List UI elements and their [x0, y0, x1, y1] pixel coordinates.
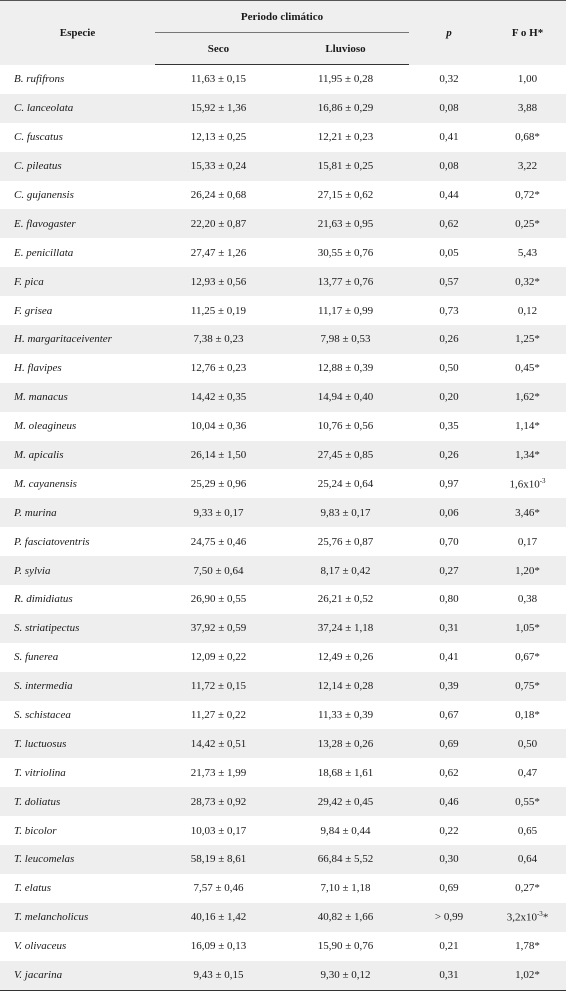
table-row — [0, 441, 566, 470]
stat-cell — [489, 469, 566, 498]
dry-cell: 10,03 ± 0,17 — [190, 824, 247, 837]
table-row — [0, 65, 566, 94]
species-cell: C. pileatus — [14, 160, 62, 173]
dry-cell: 12,76 ± 0,23 — [190, 362, 247, 375]
stat-cell: 0,67* — [515, 651, 540, 664]
table-row — [0, 209, 566, 238]
rainy-cell: 37,24 ± 1,18 — [317, 622, 374, 635]
p-value-cell: 0,20 — [439, 391, 459, 404]
rainy-cell: 26,21 ± 0,52 — [317, 593, 374, 606]
species-cell: S. intermedia — [14, 680, 73, 693]
species-cell: S. funerea — [14, 651, 59, 664]
rainy-cell: 40,82 ± 1,66 — [317, 911, 374, 924]
table-row — [0, 845, 566, 874]
species-cell: F. pica — [14, 275, 44, 288]
rainy-cell: 12,88 ± 0,39 — [317, 362, 374, 375]
rainy-cell: 13,77 ± 0,76 — [317, 275, 374, 288]
table-row — [0, 614, 566, 643]
rainy-cell: 30,55 ± 0,76 — [317, 246, 374, 259]
dry-cell: 11,27 ± 0,22 — [190, 709, 247, 722]
table-body — [0, 65, 566, 991]
species-cell: B. rufifrons — [14, 73, 65, 86]
table-row — [0, 701, 566, 730]
dry-cell: 9,43 ± 0,15 — [155, 961, 282, 990]
rainy-cell: 7,10 ± 1,18 — [320, 882, 371, 895]
p-value-cell: 0,27 — [439, 564, 459, 577]
stat-cell: 1,25* — [515, 333, 540, 346]
rainy-cell: 15,81 ± 0,25 — [317, 160, 374, 173]
dry-cell: 24,75 ± 0,46 — [190, 535, 247, 548]
dry-cell: 40,16 ± 1,42 — [190, 911, 247, 924]
dry-cell: 9,33 ± 0,17 — [193, 506, 244, 519]
species-cell: C. lanceolata — [14, 102, 74, 115]
table-row — [0, 354, 566, 383]
p-value-cell: 0,67 — [439, 709, 459, 722]
species-cell: T. bicolor — [14, 824, 57, 837]
dry-cell: 22,20 ± 0,87 — [190, 217, 247, 230]
stat-cell: 1,34* — [515, 449, 540, 462]
table-row — [0, 758, 566, 787]
table-row — [0, 296, 566, 325]
table-row — [0, 325, 566, 354]
dry-cell: 12,13 ± 0,25 — [190, 131, 247, 144]
table-row — [0, 932, 566, 961]
rainy-cell: 12,14 ± 0,28 — [317, 680, 374, 693]
rainy-cell: 25,24 ± 0,64 — [317, 477, 374, 490]
table-row — [0, 672, 566, 701]
stat-cell: 0,64 — [517, 853, 538, 866]
p-value-cell: 0,26 — [439, 333, 459, 346]
stat-cell: 0,25* — [515, 217, 540, 230]
table-row — [0, 267, 566, 296]
p-value-cell: > 0,99 — [434, 911, 464, 924]
header-p-label: p — [446, 26, 452, 39]
rainy-cell: 16,86 ± 0,29 — [317, 102, 374, 115]
table-row — [0, 903, 566, 932]
stat-cell: 0,75* — [515, 680, 540, 693]
p-value-cell: 0,26 — [439, 449, 459, 462]
stat-base: 3,2x10 — [506, 912, 537, 925]
stat-cell: 0,27* — [515, 882, 540, 895]
species-cell: T. melancholicus — [14, 911, 89, 924]
p-value-cell: 0,31 — [409, 961, 489, 990]
dry-cell: 11,72 ± 0,15 — [190, 680, 247, 693]
rainy-cell: 27,45 ± 0,85 — [317, 449, 374, 462]
species-cell: V. olivaceus — [14, 940, 67, 953]
species-cell: F. grisea — [14, 304, 53, 317]
rainy-cell: 21,63 ± 0,95 — [317, 217, 374, 230]
p-value-cell: 0,35 — [439, 420, 459, 433]
p-value-cell: 0,69 — [439, 882, 459, 895]
stat-cell: 0,72* — [515, 189, 540, 201]
table-row — [0, 383, 566, 412]
rainy-cell: 14,94 ± 0,40 — [317, 391, 374, 404]
table-row — [0, 527, 566, 556]
table-row — [0, 469, 566, 498]
p-value-cell: 0,50 — [439, 362, 459, 375]
table-row — [0, 585, 566, 614]
species-cell: P. murina — [14, 506, 57, 519]
header-period: Periodo climático — [155, 1, 409, 33]
dry-cell: 14,42 ± 0,51 — [190, 737, 247, 750]
p-value-cell: 0,31 — [439, 622, 459, 635]
header-species: Especie — [59, 26, 96, 39]
species-cell: S. schistacea — [14, 709, 71, 722]
header-rainy: Lluvioso — [282, 33, 409, 65]
p-value-cell: 0,08 — [439, 160, 459, 173]
stat-cell: 0,18* — [515, 709, 540, 722]
header-dry: Seco — [155, 33, 282, 65]
dry-cell: 11,63 ± 0,15 — [190, 73, 247, 86]
p-value-cell: 0,70 — [439, 535, 459, 548]
rainy-cell: 11,17 ± 0,99 — [317, 304, 374, 317]
dry-cell: 26,24 ± 0,68 — [190, 189, 247, 201]
table-row — [0, 729, 566, 758]
stat-cell: 3,46* — [515, 506, 540, 519]
stat-cell: 1,20* — [515, 564, 540, 577]
stat-cell: 1,62* — [515, 391, 540, 404]
dry-cell: 14,42 ± 0,35 — [190, 391, 247, 404]
stat-cell — [489, 903, 566, 932]
p-value-cell: 0,39 — [439, 680, 459, 693]
species-cell: E. flavogaster — [14, 217, 76, 230]
header-stat: F o H* — [511, 26, 544, 39]
rainy-cell: 12,21 ± 0,23 — [317, 131, 374, 144]
stat-suffix: * — [542, 912, 549, 925]
rainy-cell: 9,84 ± 0,44 — [320, 824, 371, 837]
table-row — [0, 123, 566, 152]
p-value-cell: 0,22 — [439, 824, 459, 837]
rainy-cell: 12,49 ± 0,26 — [317, 651, 374, 664]
table-row — [0, 816, 566, 845]
dry-cell: 10,04 ± 0,36 — [190, 420, 247, 433]
stat-cell: 1,00 — [517, 73, 538, 86]
dry-cell: 26,14 ± 1,50 — [190, 449, 247, 462]
stat-cell: 0,17 — [517, 535, 538, 548]
table-row — [0, 94, 566, 123]
species-cell: S. striatipectus — [14, 622, 80, 635]
stat-cell: 1,05* — [515, 622, 540, 635]
dry-cell: 26,90 ± 0,55 — [190, 593, 247, 606]
species-cell: T. elatus — [14, 882, 52, 895]
header-p — [409, 1, 489, 65]
stat-cell: 3,88 — [517, 102, 538, 115]
p-value-cell: 0,73 — [439, 304, 459, 317]
dry-cell: 16,09 ± 0,13 — [190, 940, 247, 953]
dry-cell: 58,19 ± 8,61 — [190, 853, 247, 866]
rainy-cell: 27,15 ± 0,62 — [317, 189, 374, 201]
table-row — [0, 412, 566, 441]
dry-cell: 12,93 ± 0,56 — [190, 275, 247, 288]
dry-cell: 27,47 ± 1,26 — [190, 246, 247, 259]
dry-cell: 21,73 ± 1,99 — [190, 766, 247, 779]
rainy-cell: 11,95 ± 0,28 — [317, 73, 374, 86]
p-value-cell: 0,80 — [439, 593, 459, 606]
p-value-cell: 0,62 — [439, 766, 459, 779]
rainy-cell: 10,76 ± 0,56 — [317, 420, 374, 433]
dry-cell: 7,50 ± 0,64 — [193, 564, 244, 577]
stat-cell: 1,78* — [515, 940, 540, 953]
table-row — [0, 643, 566, 672]
p-value-cell: 0,97 — [439, 477, 459, 490]
stat-cell: 0,38 — [517, 593, 538, 606]
stat-cell: 0,47 — [517, 766, 538, 779]
species-cell: P. sylvia — [14, 564, 51, 577]
rainy-cell: 29,42 ± 0,45 — [317, 795, 374, 808]
stat-cell: 0,32* — [515, 275, 540, 288]
p-value-cell: 0,69 — [439, 737, 459, 750]
table-row — [0, 238, 566, 267]
species-cell: H. margaritaceiventer — [14, 333, 112, 346]
p-value-cell: 0,30 — [439, 853, 459, 866]
rainy-cell: 7,98 ± 0,53 — [320, 333, 371, 346]
stat-exponent: -3 — [536, 910, 543, 919]
rainy-cell: 8,17 ± 0,42 — [320, 564, 371, 577]
species-cell: C. gujanensis — [14, 189, 74, 201]
table-row — [0, 181, 566, 210]
p-value-cell: 0,32 — [439, 73, 459, 86]
p-value-cell: 0,21 — [439, 940, 459, 953]
p-value-cell: 0,06 — [439, 506, 459, 519]
p-value-cell: 0,57 — [439, 275, 459, 288]
p-value-cell: 0,05 — [439, 246, 459, 259]
species-cell: E. penicillata — [14, 246, 74, 259]
species-cell: P. fasciatoventris — [14, 535, 90, 548]
species-cell: T. vitriolina — [14, 766, 66, 779]
species-cell: R. dimidiatus — [14, 593, 73, 606]
species-cell: M. manacus — [14, 391, 68, 404]
table-row — [0, 874, 566, 903]
stat-cell: 0,45* — [515, 362, 540, 375]
dry-cell: 12,09 ± 0,22 — [190, 651, 247, 664]
stat-base: 1,6x10 — [509, 478, 540, 491]
p-value-cell: 0,62 — [439, 217, 459, 230]
p-value-cell: 0,08 — [439, 102, 459, 115]
species-cell: V. jacarina — [0, 961, 155, 990]
stat-cell: 0,65 — [517, 824, 538, 837]
species-cell: M. apicalis — [14, 449, 64, 462]
rainy-cell: 9,83 ± 0,17 — [320, 506, 371, 519]
rainy-cell: 15,90 ± 0,76 — [317, 940, 374, 953]
species-cell: T. leucomelas — [14, 853, 75, 866]
stat-cell: 0,55* — [515, 795, 540, 808]
stat-exponent: -3 — [539, 477, 546, 486]
dry-cell: 25,29 ± 0,96 — [190, 477, 247, 490]
stat-cell: 0,12 — [517, 304, 538, 317]
species-cell: M. oleagineus — [14, 420, 77, 433]
table-row — [0, 556, 566, 585]
species-cell: H. flavipes — [14, 362, 62, 375]
p-value-cell: 0,46 — [439, 795, 459, 808]
dry-cell: 15,92 ± 1,36 — [190, 102, 247, 115]
dry-cell: 11,25 ± 0,19 — [190, 304, 247, 317]
dry-cell: 28,73 ± 0,92 — [190, 795, 247, 808]
rainy-cell: 11,33 ± 0,39 — [317, 709, 374, 722]
p-value-cell: 0,41 — [439, 651, 459, 664]
rainy-cell: 25,76 ± 0,87 — [317, 535, 374, 548]
stat-cell: 1,02* — [489, 961, 566, 990]
table-row — [0, 152, 566, 181]
rainy-cell: 18,68 ± 1,61 — [317, 766, 374, 779]
dry-cell: 37,92 ± 0,59 — [190, 622, 247, 635]
dry-cell: 15,33 ± 0,24 — [190, 160, 247, 173]
table-header — [0, 1, 566, 65]
species-cell: T. luctuosus — [14, 737, 67, 750]
p-value-cell: 0,41 — [439, 131, 459, 144]
rainy-cell: 9,30 ± 0,12 — [282, 961, 409, 990]
rainy-cell: 13,28 ± 0,26 — [317, 737, 374, 750]
stat-cell: 5,43 — [517, 246, 538, 259]
stat-cell: 3,22 — [517, 160, 538, 173]
species-cell: T. doliatus — [14, 795, 61, 808]
stat-cell: 0,68* — [515, 131, 540, 144]
stat-cell: 1,14* — [515, 420, 540, 433]
rainy-cell: 66,84 ± 5,52 — [317, 853, 374, 866]
table-row — [0, 787, 566, 816]
p-value-cell: 0,44 — [439, 189, 459, 201]
table-row — [0, 498, 566, 527]
species-cell: M. cayanensis — [14, 477, 77, 490]
dry-cell: 7,57 ± 0,46 — [193, 882, 244, 895]
stat-cell: 0,50 — [517, 737, 538, 750]
table-row — [0, 961, 566, 990]
dry-cell: 7,38 ± 0,23 — [193, 333, 244, 346]
species-cell: C. fuscatus — [14, 131, 63, 144]
